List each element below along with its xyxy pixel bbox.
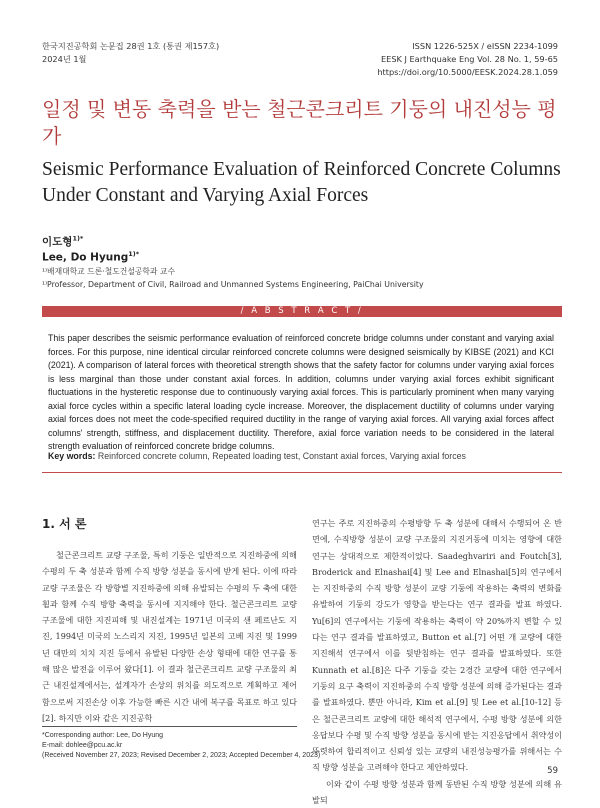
author-email[interactable]: E-mail: dohlee@pcu.ac.kr (42, 742, 123, 750)
journal-name-en: EESK J Earthquake Eng Vol. 28 No. 1, 59-65 (380, 54, 558, 64)
title-english: Seismic Performance Evaluation of Reinforced Concrete Columns Under Constant and Varying Axial Forces (42, 159, 561, 206)
issn: ISSN 1226-525X / eISSN 2234-1099 (412, 41, 558, 51)
affiliation-english: ¹⁾Professor, Department of Civil, Railroad and Unmanned Systems Engineering, PaiChai University (42, 280, 424, 289)
journal-name-ko: 한국지진공학회 논문집 28권 1호 (통권 제157호) (42, 41, 220, 51)
body-paragraph: 철근콘크리트 교량 구조물, 특히 기둥은 일반적으로 지진하중에 의해 수평의 두 축 성분과 함께 수직 방향 성분을 동시에 받게 된다. 이에 따라 교량 구조물은 각 방향별 지진하중에 의해 유발되는 수평의 두 축에 대한 휨과 함께 수직 방향 축력을 동시에 지지해야 한다. 철근콘크리트 교량 구조물에 대한 지진피해 및 내진설계는 1971년 미국의 샌 페르난도 지진, 1994년 미국의 노스리지 지진, 1995년 일본의 고베 지진 및 1999년 대만의 치치 지진 등에서 유발된 다양한 손상 형태에 대한 연구를 통해 많은 발전을 이루어 왔다[1]. 이 결과 철근콘크리트 교량 구조물의 최근 내진설계에서는, 설계자가 손상의 위치를 의도적으로 계획하고 제어함으로써 지진손상 이후 가능한 빠른 시간 내에 복구를 목표로 하고 있다[2]. 하지만 이와 같은 지진공학 (42, 550, 297, 723)
corresponding-author: *Corresponding author: Lee, Do Hyung (42, 732, 164, 739)
author-name-en: Lee, Do Hyung (42, 251, 129, 264)
author-korean (42, 234, 83, 249)
body-column-right (312, 515, 562, 808)
section-title-introduction: 1. 서 론 (42, 517, 87, 531)
body-paragraph: 연구는 주로 지진하중의 수평방향 두 축 성분에 대해서 수행되어 온 반면에, 수직방향 성분이 교량 구조물의 지진거동에 미치는 영향에 대한 연구는 상대적으로 제한적이었다. Saadeghvariri and Foutch[3], Broderick and Elnashai[4] 및 Lee and Elnashai[5]의 연구에서는 지진하중의 수직 방향 성분이 교량 기둥에 작용하는 축력의 변화를 유발하여 기둥의 강도가 영향을 받는다는 연구 결과를 발표 하였다. Yu[6]의 연구에서는 기둥에 작용하는 축력이 약 20%까지 변할 수 있다는 연구 결과를 발표하였고, Button et al.[7] 어떤 개 교량에 대한 지진해석 연구에서 이를 뒷받침하는 연구 결과를 발표하였다. 또한 Kunnath et al.[8]은 다주 기둥을 갖는 2경간 교량에 대한 연구에서 기둥의 요구 축력이 지진하중의 수직 방향 성분에 의해 증가된다는 결과를 발표하였다. 뿐만 아니라, Kim et al.[9] 및 Lee et al.[10-12] 등은 철근콘크리트 교량에 대한 해석적 연구에서, 수평 방향 성분에 의한 응답보다 수평 및 수직 방향 성분을 동시에 받는 지진응답에서 취약성이 뚜렷하여 합리적이고 신뢰성 있는 교량의 내진성능평가를 위해서는 수직 방향 성분을 고려해야 한다고 제안하였다. (312, 518, 562, 773)
keywords-list: Reinforced concrete column, Repeated loading test, Constant axial forces, Varying axial forces (97, 451, 466, 461)
keywords-label: Key words: (48, 451, 96, 461)
author-en-sup: 1)* (128, 250, 140, 258)
author-name-ko: 이도형 (42, 236, 73, 248)
affiliation-korean: ¹⁾배재대학교 드론·철도건설공학과 교수 (42, 267, 175, 276)
author-english (42, 250, 139, 264)
body-column-left (42, 547, 297, 726)
issue-date-ko: 2024년 1월 (42, 54, 87, 64)
abstract-label: / A B S T R A C T / (240, 306, 364, 316)
body-paragraph: 이와 같이 수평 방향 성분과 함께 동반된 수직 방향 성분에 의해 유발되 (312, 778, 562, 806)
abstract-text: This paper describes the seismic performance evaluation of reinforced concrete bridge columns under constant and varying axial forces. For this purpose, nine identical circular reinforced concrete columns were designed seismically by KIBSE (2021) and KCI (2021). A comparison of lateral forces with theoretical strength shows that the safety factor for columns under varying axial forces is less marginal than those under constant axial forces. In addition, columns under varying axial forces exhibit significant fluctuations in the hysteretic response due to continuously varying axial forces. This is particularly prominent when many varying axial force cycles within a specific lateral loading cycle increase. Moreover, the displacement ductility of columns under varying axial forces does not meet the code-specified required ductility in the range of varying axial forces. All varying axial forces affect columns' strength, stiffness, and displacement ductility. Therefore, axial force variation needs to be considered in the lateral strength evaluation of reinforced concrete bridge columns. (48, 333, 554, 451)
correspondence-note (42, 731, 320, 762)
author-ko-sup: 1)* (72, 234, 84, 243)
abstract-banner (42, 306, 562, 317)
journal-header-right (377, 40, 558, 79)
journal-header-left (42, 40, 219, 66)
submission-dates: (Received November 27, 2023; Revised December 2, 2023; Accepted December 4, 2023) (42, 752, 321, 760)
title-korean: 일정 및 변동 축력을 받는 철근콘크리트 기둥의 내진성능 평가 (42, 97, 557, 148)
section-divider (42, 472, 562, 473)
page-number: 59 (547, 766, 558, 776)
doi-link[interactable]: https://doi.org/10.5000/EESK.2024.28.1.059 (377, 67, 558, 77)
keywords (48, 451, 554, 461)
footnote-divider (42, 726, 297, 727)
